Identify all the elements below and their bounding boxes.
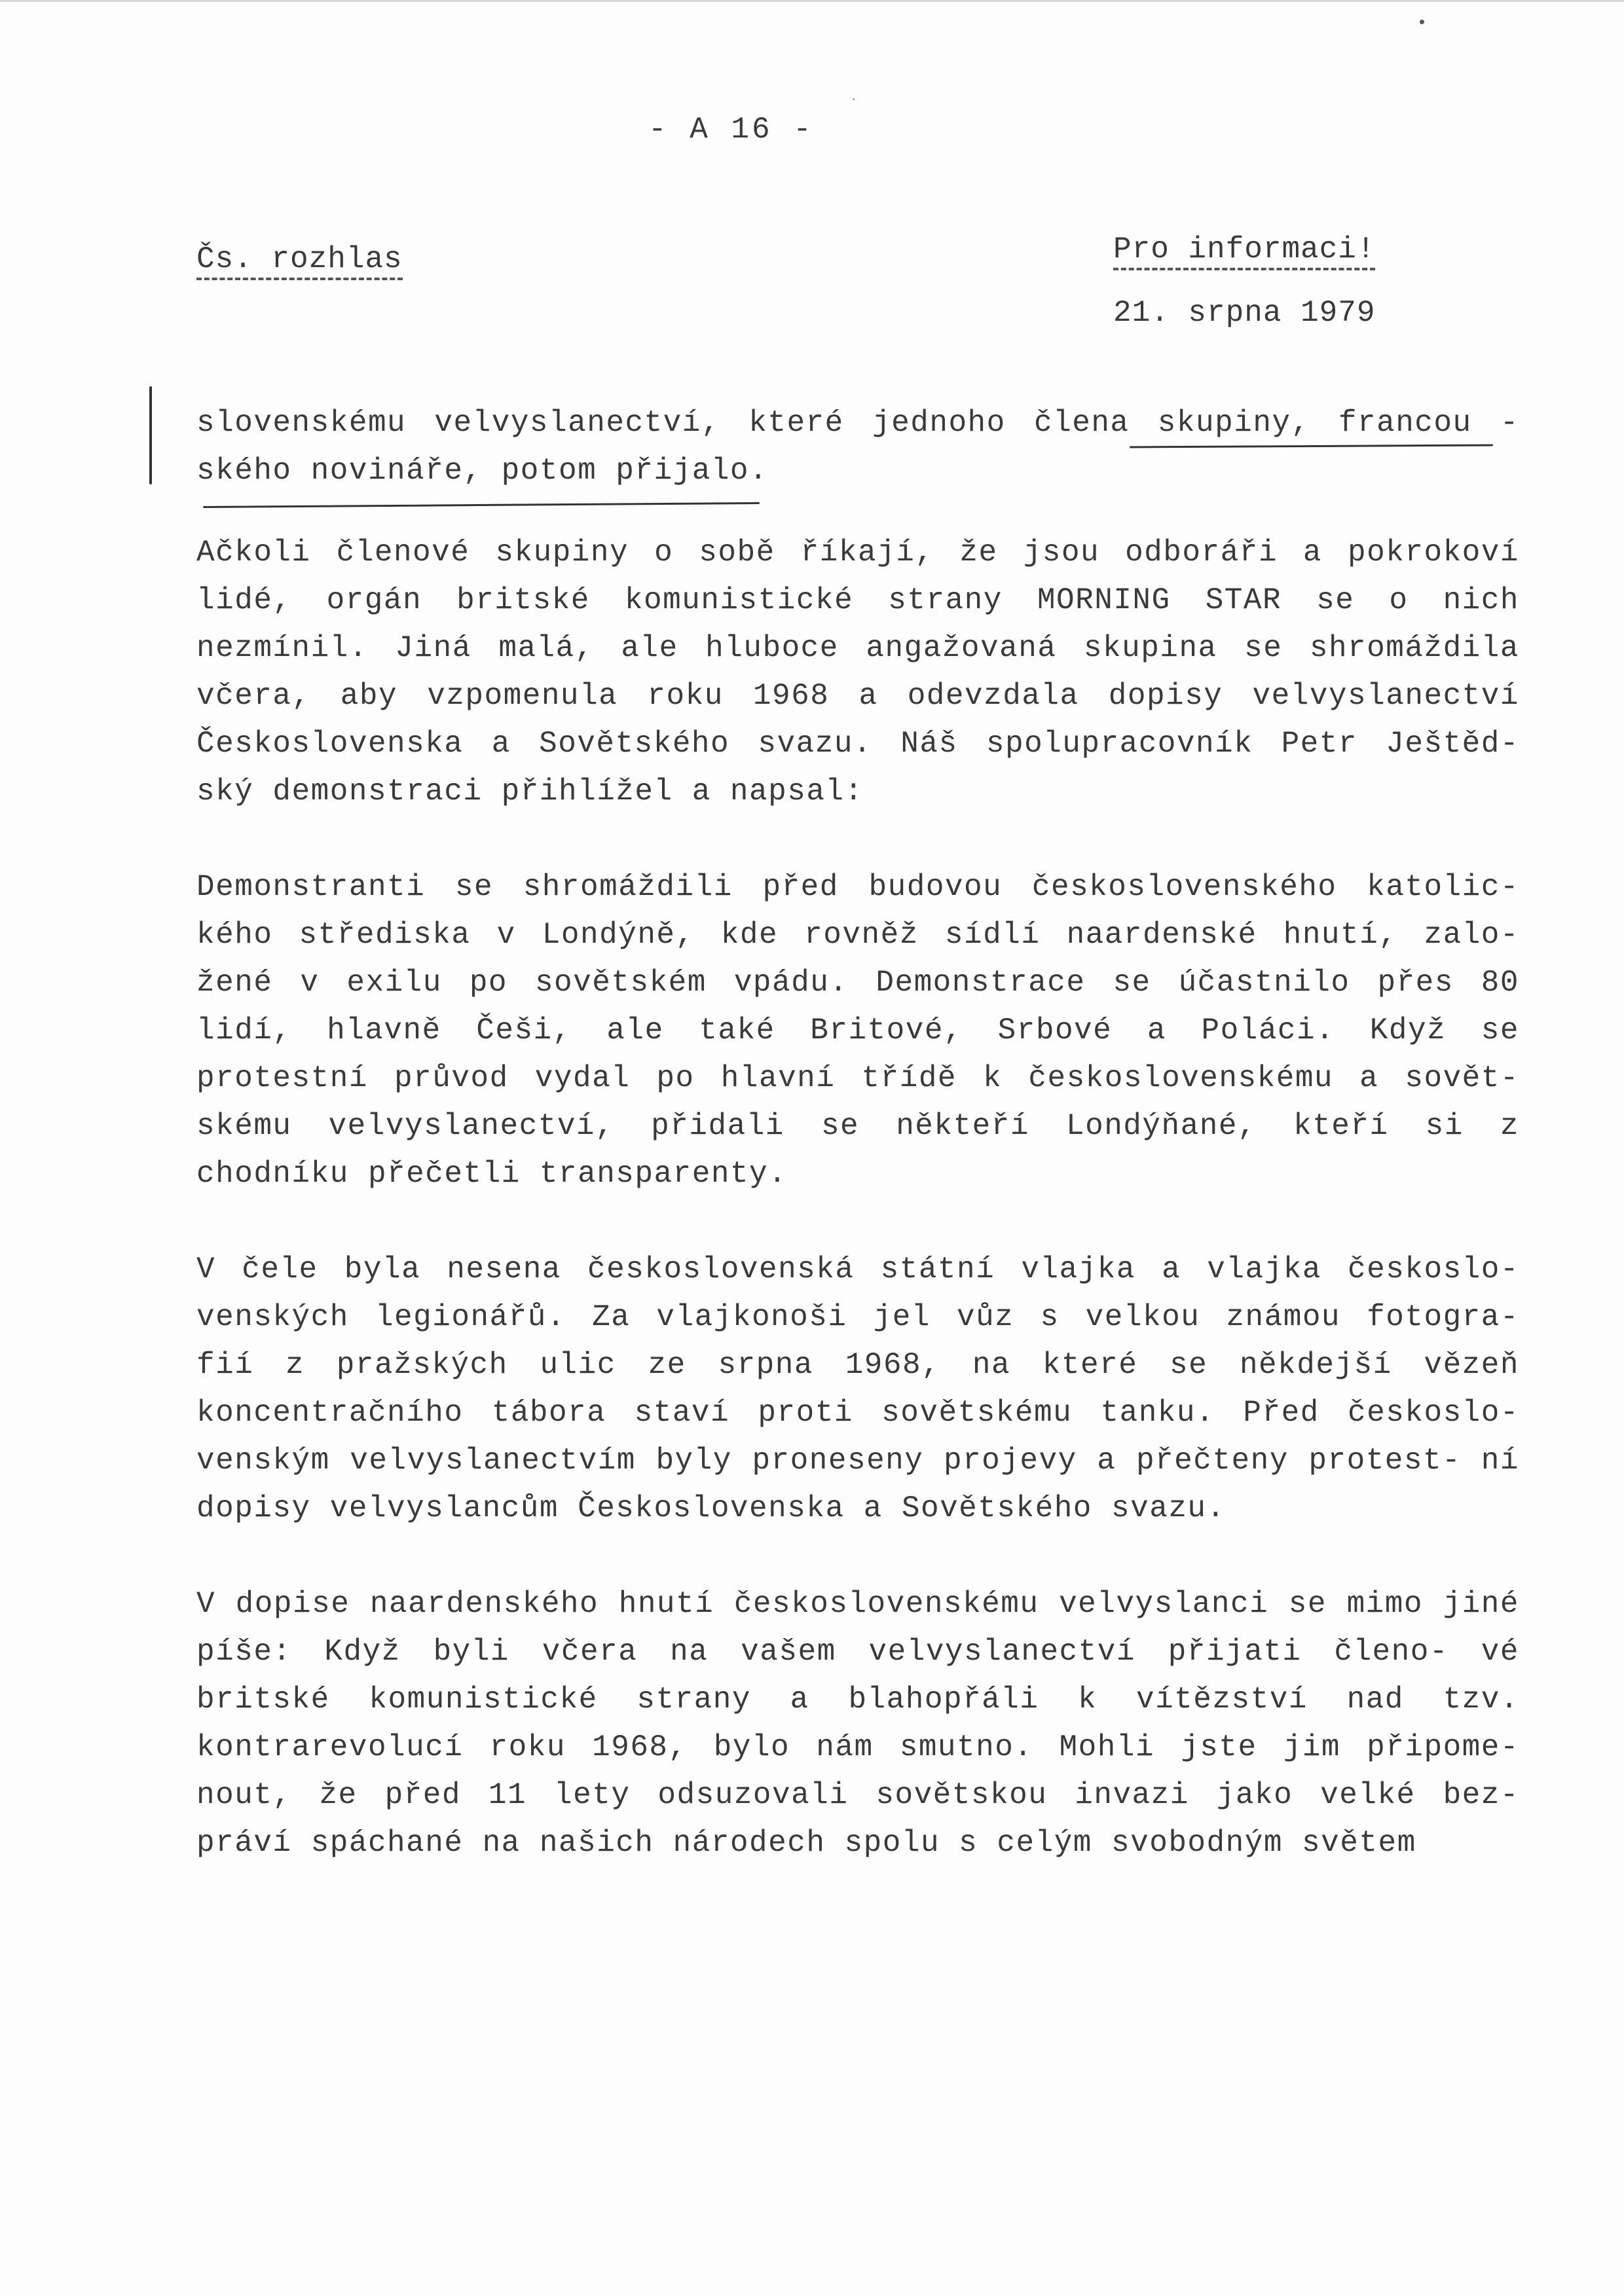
scan-edge-line bbox=[0, 0, 1624, 2]
header-sender-underline bbox=[196, 278, 403, 280]
paragraph-continuation: slovenskému velvyslanectví, které jednoho člena skupiny, francou - ského novináře, potom přijalo. bbox=[196, 406, 1519, 488]
paragraph-letter: V dopise naardenského hnutí československému velvyslanci se mimo jiné píše: Když byli včera na vašem velvyslanectví přijati členo- vé britské komunistické strany a blahopřáli k vítězství nad tzv. kontrarevolucí roku 1968, bylo nám smutno. Mohli jste jim připome- nout, že před 11 lety odsuzovali sovětskou invazi jako velké bez- práví spáchané na našich národech spolu s celým svobodným světem bbox=[196, 1587, 1519, 1860]
paragraph-procession: V čele byla nesena československá státní vlajka a vlajka českoslo- venských legionářů. Za vlajkonoši jel vůz s velkou známou fotogra- fií z pražských ulic ze srpna 1968, na které se někdejší vězeň koncentračního tábora staví proti sovětskému tanku. Před českoslo- venským velvyslanectvím byly proneseny projevy a přečteny protest- ní dopisy velvyslancům Československa a Sovětského svazu. bbox=[196, 1252, 1519, 1525]
header-classification bbox=[1113, 232, 1375, 270]
scan-speck bbox=[1420, 20, 1424, 24]
paragraph-group-statement: Ačkoli členové skupiny o sobě říkají, že jsou odboráři a pokrokoví lidé, orgán britské komunistické strany MORNING STAR se o nich nezmínil. Jiná malá, ale hluboce angažovaná skupina se shromáždila včera, aby vzpomenula roku 1968 a odevzdala dopisy velvyslanectví Československa a Sovětského svazu. Náš spolupracovník Petr Ještěd- ský demonstraci přihlížel a napsal: bbox=[196, 536, 1519, 809]
header-sender-text: Čs. rozhlas bbox=[196, 242, 403, 276]
margin-bracket-mark bbox=[149, 386, 152, 484]
header-date: 21. srpna 1979 bbox=[1113, 296, 1376, 330]
header-classification-text: Pro informaci! bbox=[1113, 232, 1376, 266]
header-sender bbox=[196, 242, 403, 280]
document-body bbox=[196, 399, 1519, 1915]
header-classification-underline bbox=[1113, 268, 1375, 270]
page-number: - A 16 - bbox=[648, 113, 814, 147]
scan-speck bbox=[853, 98, 855, 100]
paragraph-demonstration: Demonstranti se shromáždili před budovou československého katolic- kého střediska v Londýně, kde rovněž sídlí naardenské hnutí, zalo- žené v exilu po sovětském vpádu. Demonstrace se účastnilo přes 80 lidí, hlavně Češi, ale také Britové, Srbové a Poláci. Když se protestní průvod vydal po hlavní třídě k československému a sovět- skému velvyslanectví, přidali se někteří Londýňané, kteří si z chodníku přečetli transparenty. bbox=[196, 870, 1519, 1191]
